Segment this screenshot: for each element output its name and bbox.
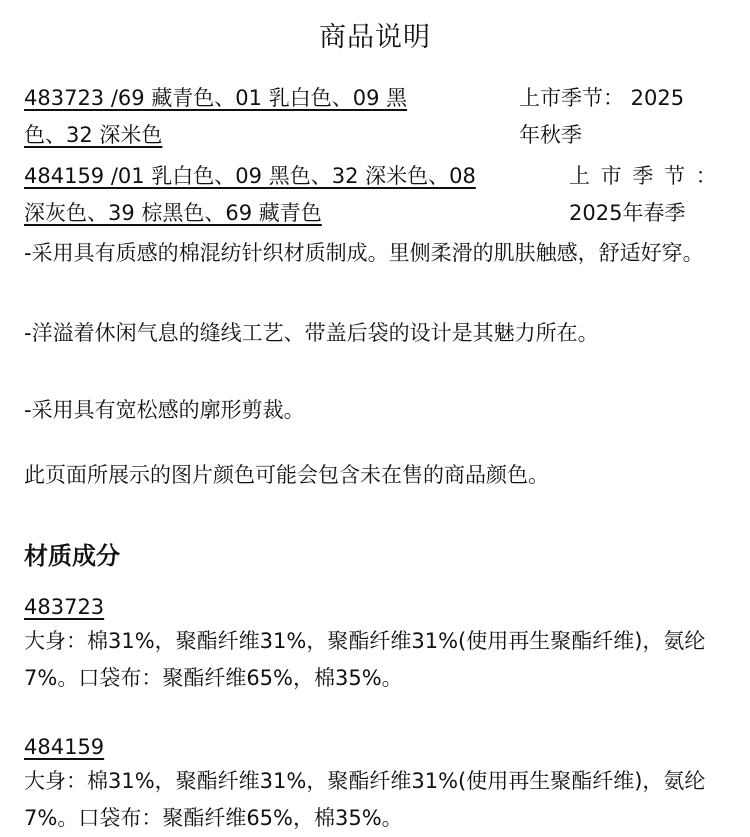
material-composition: 大身：棉31%，聚酯纤维31%，聚酯纤维31%(使用再生聚酯纤维)，氨纶7%。口袋布：聚酯纤维65%，棉35%。 <box>24 629 706 690</box>
release-season: 上市季节： 2025 <box>519 86 685 110</box>
material-code: 484159 <box>24 735 105 759</box>
material-code: 483723 <box>24 595 105 619</box>
release-season: 2025年春季 <box>569 201 686 225</box>
feature-item: -洋溢着休闲气息的缝线工艺、带盖后袋的设计是其魅力所在。 <box>24 321 599 345</box>
materials-heading: 材质成分 <box>24 542 120 570</box>
variant-codes-line: 484159 /01 乳白色、09 黑色、32 深米色、08 <box>24 164 476 188</box>
variant-codes-line: 483723 /69 藏青色、01 乳白色、09 黑 <box>24 86 408 110</box>
release-season: 上 市 季 节 ： <box>569 164 719 188</box>
feature-item: -采用具有宽松感的廓形剪裁。 <box>24 398 305 422</box>
feature-item: -采用具有质感的棉混纺针织材质制成。里侧柔滑的肌肤触感，舒适好穿。 <box>24 241 704 265</box>
color-notice: 此页面所展示的图片颜色可能会包含未在售的商品颜色。 <box>24 463 549 487</box>
release-season: 年秋季 <box>519 123 582 147</box>
material-composition: 大身：棉31%，聚酯纤维31%，聚酯纤维31%(使用再生聚酯纤维)，氨纶7%。口袋布：聚酯纤维65%，棉35%。 <box>24 769 706 830</box>
variant-codes-line: 色、32 深米色 <box>24 123 163 147</box>
variant-codes-line: 深灰色、39 棕黑色、69 藏青色 <box>24 201 322 225</box>
page-title: 商品说明 <box>319 22 431 53</box>
